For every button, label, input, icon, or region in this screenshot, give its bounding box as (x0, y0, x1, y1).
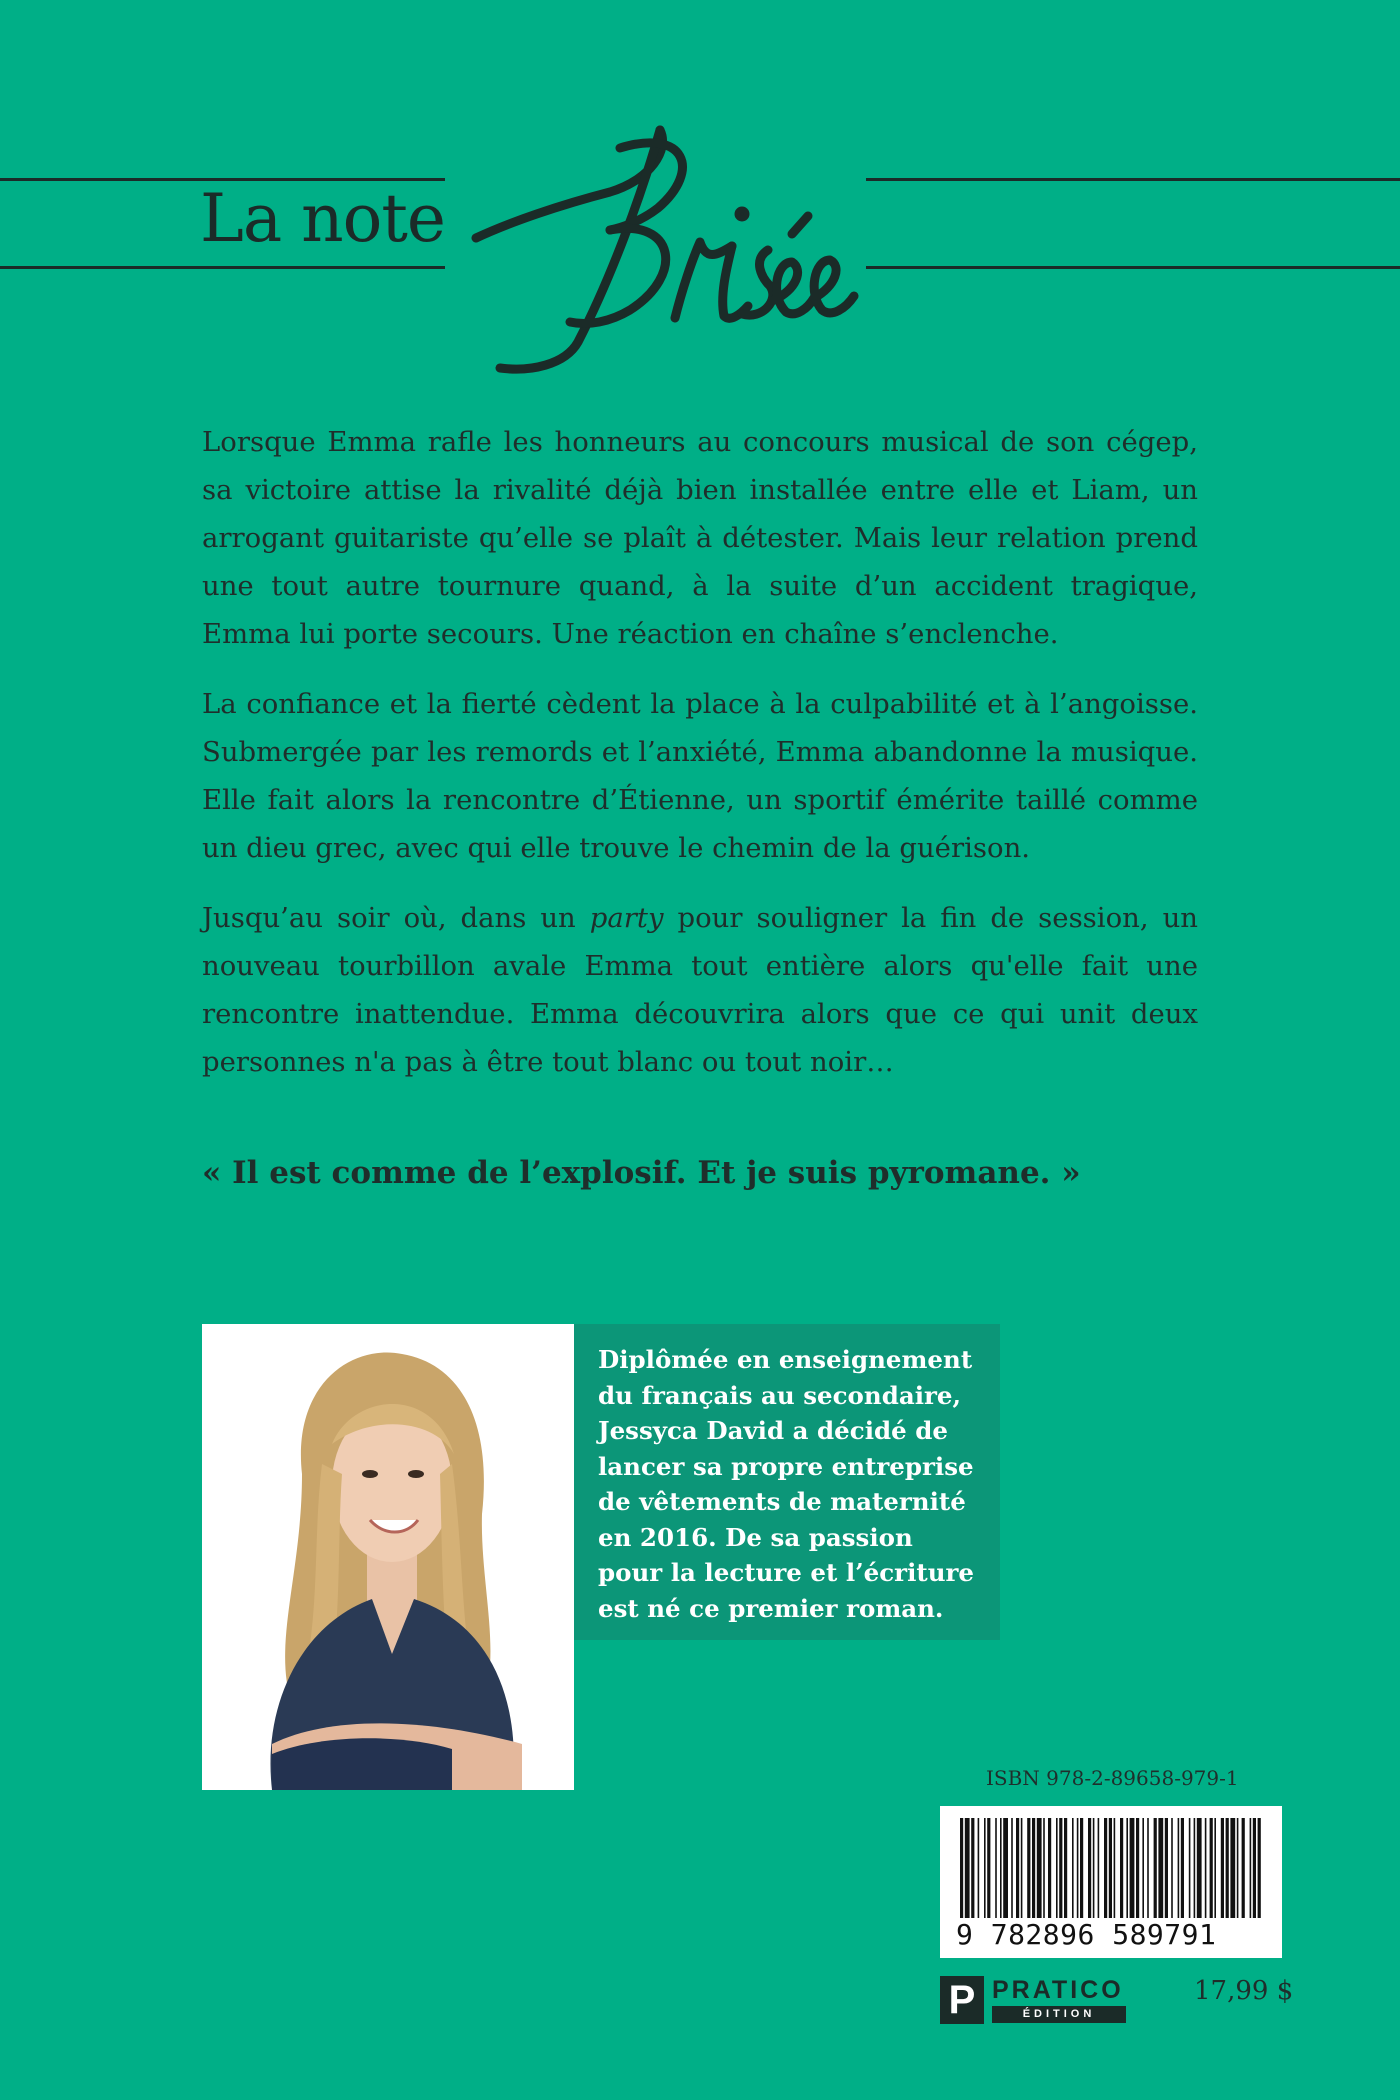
title-script-brisee (470, 110, 860, 390)
barcode-bar (1011, 1818, 1013, 1918)
barcode-bar (1258, 1818, 1261, 1918)
barcode-bar (1194, 1818, 1196, 1918)
price: 17,99 $ (1194, 1976, 1294, 2006)
barcode-bar (1120, 1818, 1123, 1918)
barcode-bar (1037, 1818, 1042, 1918)
barcode-bar (1253, 1818, 1256, 1918)
barcode-bar (1114, 1818, 1116, 1918)
publisher-logo-mark: P (940, 1976, 984, 2024)
barcode-bar (1130, 1818, 1135, 1918)
barcode-bar (1181, 1818, 1184, 1918)
barcode-bar (1064, 1818, 1067, 1918)
barcode-bar (1109, 1818, 1112, 1918)
title-rule-right-top (866, 178, 1400, 181)
author-photo (202, 1324, 574, 1790)
barcode-bar (1016, 1818, 1019, 1918)
author-bio: Diplômée en enseignement du français au secondaire, Jessyca David a décidé de lancer sa propre entreprise de vêtements de maternité en 2016. De sa passion pour la lecture et l’écriture est né ce premier roman. (574, 1324, 1000, 1640)
barcode-bar (1226, 1818, 1229, 1918)
synopsis-paragraph-2: La confiance et la fierté cèdent la place à la culpabilité et à l’angoisse. Submergée par les remords et l’anxiété, Emma abandonne la musique. Elle fait alors la rencontre d’Étienne, un sportif émérite taillé comme un dieu grec, avec qui elle trouve le chemin de la guérison. (202, 688, 1198, 864)
barcode-bars (956, 1818, 1266, 1918)
synopsis-paragraph-1: Lorsque Emma rafle les honneurs au concours musical de son cégep, sa victoire attise la rivalité déjà bien installée entre elle et Liam, un arrogant guitariste qu’elle se plaît à détester. Mais leur relation prend une tout autre tournure quand, à la suite d’un accident tragique, Emma lui porte secours. Une réaction en chaîne s’enclenche. (202, 426, 1198, 650)
barcode-bar (965, 1818, 970, 1918)
barcode-bar (1237, 1818, 1239, 1918)
barcode-bar (1147, 1818, 1149, 1918)
barcode-bar (995, 1818, 997, 1918)
title-rule-right-bottom (866, 266, 1400, 269)
barcode-bar (1189, 1818, 1191, 1918)
barcode-bar (960, 1818, 963, 1918)
barcode-digits: 9 782896 589791 (956, 1918, 1217, 1951)
barcode-bar (1165, 1818, 1168, 1918)
barcode-bar (1214, 1818, 1216, 1918)
barcode-bar (1230, 1818, 1235, 1918)
synopsis-italic-word: party (589, 902, 664, 934)
title-part-one: La note (200, 180, 445, 257)
barcode-bar (1171, 1818, 1173, 1918)
barcode-bar (1043, 1818, 1045, 1918)
pull-quote: « Il est comme de l’explosif. Et je suis pyromane. » (202, 1155, 1081, 1191)
barcode-bar (1093, 1818, 1095, 1918)
isbn-label: ISBN 978-2-89658-979-1 (986, 1766, 1239, 1790)
barcode-bar (1072, 1818, 1074, 1918)
publisher-logo (940, 1976, 1130, 2024)
synopsis-paragraph-3-end: pour souligner la fin de session, un nouveau tourbillon avale Emma tout entière alors qu'elle fait une rencontre inattendue. Emma découvrira alors que ce qui unit deux personnes n'a pas à être tout blanc ou tout noir… (202, 902, 1198, 1078)
barcode (940, 1806, 1282, 1958)
barcode-bar (1048, 1818, 1051, 1918)
barcode-bar (1205, 1818, 1207, 1918)
barcode-bar (1178, 1818, 1180, 1918)
barcode-bar (1242, 1818, 1245, 1918)
barcode-bar (1126, 1818, 1128, 1918)
barcode-bar (1032, 1818, 1035, 1918)
barcode-bar (987, 1818, 990, 1918)
barcode-bar (1003, 1818, 1008, 1918)
barcode-bar (1000, 1818, 1002, 1918)
barcode-bar (978, 1818, 980, 1918)
barcode-bar (1221, 1818, 1224, 1918)
barcode-bar (1098, 1818, 1100, 1918)
publisher-name: PRATICO (992, 1976, 1124, 2004)
barcode-bar (1136, 1818, 1139, 1918)
publisher-subtitle: ÉDITION (992, 2006, 1126, 2023)
synopsis-paragraph-3-start: Jusqu’au soir où, dans un (202, 902, 590, 934)
title-rule-left-bottom (0, 266, 445, 269)
barcode-bar (1056, 1818, 1058, 1918)
barcode-bar (1059, 1818, 1062, 1918)
barcode-bar (984, 1818, 986, 1918)
barcode-bar (1027, 1818, 1030, 1918)
barcode-bar (1210, 1818, 1213, 1918)
barcode-bar (1250, 1818, 1252, 1918)
barcode-bar (971, 1818, 974, 1918)
synopsis-paragraph-3 (202, 894, 1198, 1086)
barcode-bar (1104, 1818, 1107, 1918)
barcode-bar (1154, 1818, 1157, 1918)
barcode-bar (1077, 1818, 1079, 1918)
synopsis (202, 418, 1198, 1108)
barcode-bar (1080, 1818, 1083, 1918)
barcode-bar (1142, 1818, 1144, 1918)
barcode-bar (1088, 1818, 1091, 1918)
barcode-bar (1197, 1818, 1202, 1918)
author-photo-illustration (202, 1324, 574, 1790)
barcode-bar (1158, 1818, 1163, 1918)
barcode-bar (1021, 1818, 1023, 1918)
